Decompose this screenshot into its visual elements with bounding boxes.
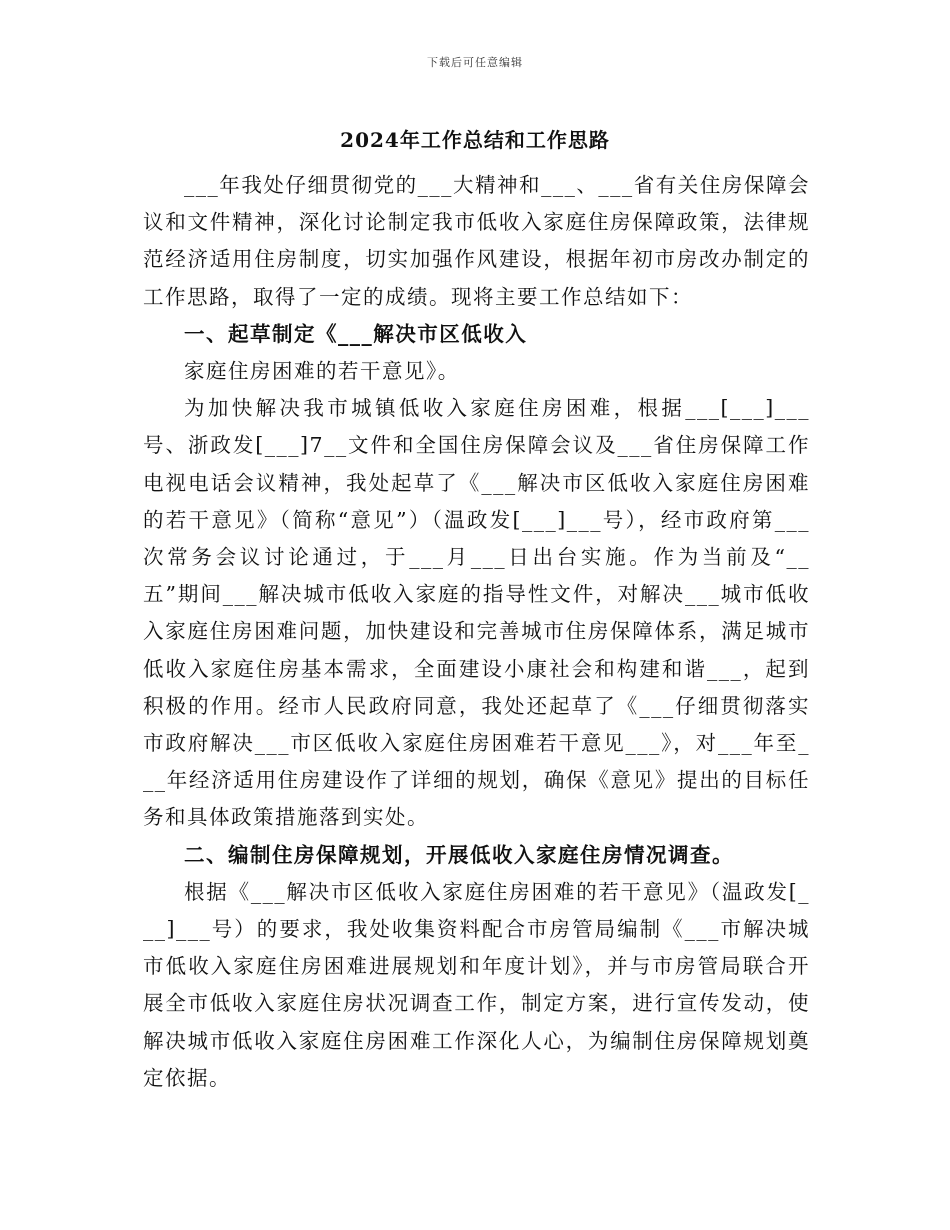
paragraph-section-1-body: 为加快解决我市城镇低收入家庭住房困难，根据___[___]___号、浙政发[___]7__文件和全国住房保障会议及___省住房保障工作电视电话会议精神，我处起草了《___解决市区低收入家庭住房困难的若干意见》（简称“意见”）（温政发[___]___号），经市政府第___次常务会议讨论通过，于___月___日出台实施。作为当前及“__五”期间___解决城市低收入家庭的指导性文件，对解决___城市低收入家庭住房困难问题，加快建设和完善城市住房保障体系，满足城市低收入家庭住房基本需求，全面建设小康社会和构建和谐___，起到积极的作用。经市人民政府同意，我处还起草了《___仔细贯彻落实市政府解决___市区低收入家庭住房困难若干意见___》，对___年至___年经济适用住房建设作了详细的规划，确保《意见》提出的目标任务和具体政策措施落到实处。 bbox=[143, 396, 810, 830]
section-heading-1: 一、起草制定《___解决市区低收入 bbox=[184, 321, 528, 346]
section-heading-2: 二、编制住房保障规划，开展低收入家庭住房情况调查。 bbox=[184, 842, 734, 867]
document-body bbox=[143, 167, 810, 1097]
paragraph-heading-continuation: 家庭住房困难的若干意见》。 bbox=[184, 359, 460, 384]
header-note: 下载后可任意编辑 bbox=[427, 56, 523, 69]
paragraph-section-2-body: 根据《___解决市区低收入家庭住房困难的若干意见》（温政发[___]___号）的要求，我处收集资料配合市房管局编制《___市解决城市低收入家庭住房困难进展规划和年度计划》，并与市房管局联合开展全市低收入家庭住房状况调查工作，制定方案，进行宣传发动，使解决城市低收入家庭住房困难工作深化人心，为编制住房保障规划奠定依据。 bbox=[143, 879, 810, 1090]
document-title: 2024年工作总结和工作思路 bbox=[340, 128, 610, 152]
paragraph-intro: ___年我处仔细贯彻党的___大精神和___、___省有关住房保障会议和文件精神，深化讨论制定我市低收入家庭住房保障政策，法律规范经济适用住房制度，切实加强作风建设，根据年初市房改办制定的工作思路，取得了一定的成绩。现将主要工作总结如下： bbox=[143, 173, 810, 309]
